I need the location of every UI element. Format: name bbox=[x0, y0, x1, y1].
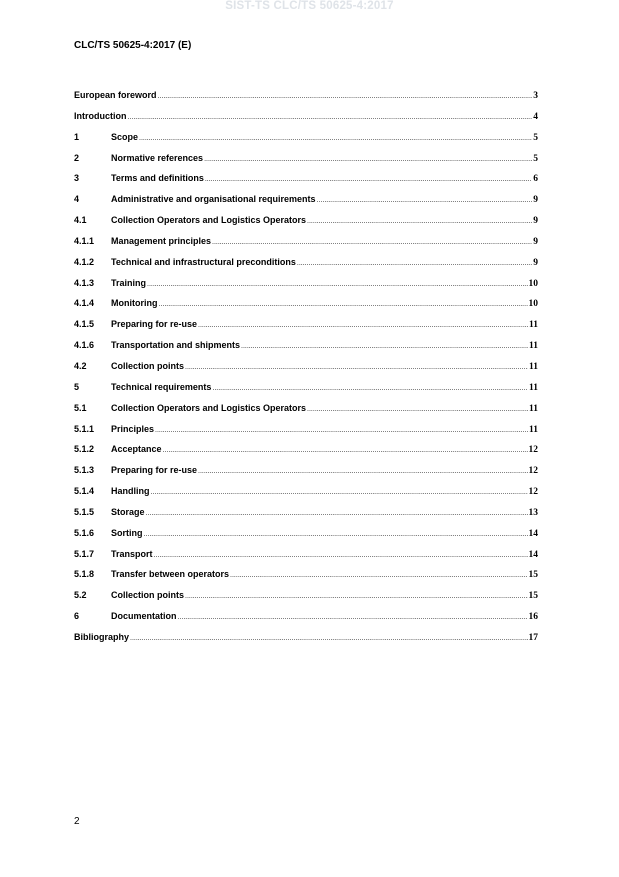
toc-entry[interactable] bbox=[74, 549, 538, 570]
toc-entry[interactable] bbox=[74, 424, 538, 445]
toc-entry-title: Preparing for re-use bbox=[111, 319, 198, 330]
toc-entry-number: 5 bbox=[74, 381, 80, 392]
toc-entry-page: 12 bbox=[528, 445, 538, 456]
toc-entry[interactable] bbox=[74, 444, 538, 465]
page-number: 2 bbox=[74, 816, 80, 827]
toc-entry-number: 5.1.7 bbox=[74, 548, 95, 559]
toc-entry-page: 10 bbox=[528, 278, 538, 289]
toc-dot-leader bbox=[212, 385, 528, 392]
toc-entry-number: 4.1.3 bbox=[74, 277, 95, 288]
toc-entry-title: Terms and definitions bbox=[111, 173, 204, 184]
toc-entry-title: European foreword bbox=[74, 90, 157, 100]
toc-entry-number: 4 bbox=[74, 194, 80, 205]
toc-entry[interactable] bbox=[74, 319, 538, 340]
toc-dot-leader bbox=[185, 593, 528, 600]
toc-dot-leader bbox=[144, 531, 528, 538]
toc-entry-number: 6 bbox=[74, 611, 80, 622]
toc-entry-title: Storage bbox=[111, 506, 145, 517]
toc-dot-leader bbox=[163, 447, 528, 454]
toc-entry-page: 4 bbox=[533, 111, 538, 122]
toc-entry-number: 5.1.8 bbox=[74, 569, 95, 580]
toc-entry-page: 9 bbox=[533, 195, 538, 206]
toc-entry-page: 5 bbox=[533, 153, 538, 164]
toc-entry-number: 4.2 bbox=[74, 360, 87, 371]
toc-entry[interactable] bbox=[74, 257, 538, 278]
toc-entry-title: Collection points bbox=[111, 590, 184, 601]
toc-entry[interactable] bbox=[74, 590, 538, 611]
toc-dot-leader bbox=[204, 156, 532, 163]
toc-entry-number: 5.1.5 bbox=[74, 506, 95, 517]
toc-entry[interactable] bbox=[74, 111, 538, 132]
toc-entry-number: 1 bbox=[74, 131, 80, 142]
toc-dot-leader bbox=[147, 281, 527, 288]
toc-entry[interactable] bbox=[74, 194, 538, 215]
toc-entry-page: 14 bbox=[528, 549, 538, 560]
toc-entry-page: 11 bbox=[529, 424, 538, 435]
toc-entry-title: Administrative and organisational requirements bbox=[111, 194, 316, 205]
toc-entry-page: 12 bbox=[528, 466, 538, 477]
toc-dot-leader bbox=[185, 364, 528, 371]
toc-entry[interactable] bbox=[74, 298, 538, 319]
toc-entry-number: 4.1 bbox=[74, 215, 87, 226]
toc-entry-number: 4.1.2 bbox=[74, 256, 95, 267]
toc-entry-title: Principles bbox=[111, 423, 155, 434]
toc-entry-number: 5.1.3 bbox=[74, 465, 95, 476]
toc-entry-page: 9 bbox=[533, 257, 538, 268]
toc-entry-title: Collection Operators and Logistics Operators bbox=[111, 215, 307, 226]
toc-entry-number: 4.1.4 bbox=[74, 298, 95, 309]
toc-entry-page: 14 bbox=[528, 528, 538, 539]
toc-entry-number: 4.1.5 bbox=[74, 319, 95, 330]
toc-dot-leader bbox=[317, 197, 533, 204]
toc-dot-leader bbox=[159, 301, 528, 308]
toc-entry-page: 17 bbox=[528, 632, 538, 643]
toc-entry-page: 11 bbox=[529, 320, 538, 331]
toc-dot-leader bbox=[198, 322, 528, 329]
toc-entry-page: 15 bbox=[528, 591, 538, 602]
toc-entry[interactable] bbox=[74, 340, 538, 361]
toc-entry-title: Preparing for re-use bbox=[111, 465, 198, 476]
toc-dot-leader bbox=[297, 260, 532, 267]
toc-entry-title: Acceptance bbox=[111, 444, 162, 455]
toc-entry-number: 3 bbox=[74, 173, 80, 184]
toc-entry-title: Sorting bbox=[111, 527, 143, 538]
toc-entry-number: 5.1.4 bbox=[74, 486, 95, 497]
toc-entry-page: 11 bbox=[529, 382, 538, 393]
toc-dot-leader bbox=[241, 343, 528, 350]
toc-entry-title: Documentation bbox=[111, 611, 177, 622]
toc-dot-leader bbox=[198, 468, 527, 475]
toc-entry-title: Technical requirements bbox=[111, 381, 212, 392]
toc-entry[interactable] bbox=[74, 507, 538, 528]
toc-entry-title: Collection points bbox=[111, 360, 184, 371]
toc-entry[interactable] bbox=[74, 153, 538, 174]
toc-entry-title: Transfer between operators bbox=[111, 569, 230, 580]
toc-entry[interactable] bbox=[74, 90, 538, 111]
toc-entry-title: Normative references bbox=[111, 152, 204, 163]
toc-entry-number: 4.1.1 bbox=[74, 235, 95, 246]
toc-entry-page: 9 bbox=[533, 216, 538, 227]
toc-entry-page: 5 bbox=[533, 132, 538, 143]
toc-dot-leader bbox=[230, 572, 527, 579]
toc-entry-number: 5.1.6 bbox=[74, 527, 95, 538]
toc-entry-page: 9 bbox=[533, 236, 538, 247]
toc-entry[interactable] bbox=[74, 173, 538, 194]
toc-dot-leader bbox=[178, 614, 528, 621]
toc-entry[interactable] bbox=[74, 278, 538, 299]
toc-dot-leader bbox=[151, 489, 528, 496]
toc-dot-leader bbox=[128, 114, 533, 121]
watermark-text: SIST-TS CLC/TS 50625-4:2017 bbox=[225, 0, 394, 12]
toc-entry-page: 11 bbox=[529, 403, 538, 414]
toc-dot-leader bbox=[205, 176, 532, 183]
toc-dot-leader bbox=[130, 635, 527, 642]
toc-entry-title: Handling bbox=[111, 486, 150, 497]
toc-entry-title: Scope bbox=[111, 131, 139, 142]
toc-dot-leader bbox=[307, 218, 532, 225]
toc-entry-page: 13 bbox=[528, 507, 538, 518]
toc-entry-title: Technical and infrastructural preconditions bbox=[111, 256, 296, 267]
toc-entry-title: Transportation and shipments bbox=[111, 340, 241, 351]
toc-entry-title: Monitoring bbox=[111, 298, 158, 309]
toc-entry-title: Transport bbox=[111, 548, 153, 559]
document-header: CLC/TS 50625-4:2017 (E) bbox=[74, 40, 192, 51]
toc-entry-page: 15 bbox=[528, 570, 538, 581]
toc-entry-page: 11 bbox=[529, 341, 538, 352]
toc-entry-number: 5.1.2 bbox=[74, 444, 95, 455]
toc-dot-leader bbox=[139, 135, 532, 142]
toc-dot-leader bbox=[154, 552, 528, 559]
toc-entry[interactable] bbox=[74, 236, 538, 257]
toc-dot-leader bbox=[146, 510, 528, 517]
toc-entry[interactable] bbox=[74, 632, 538, 653]
toc-entry[interactable] bbox=[74, 403, 538, 424]
toc-entry-page: 11 bbox=[529, 361, 538, 372]
toc-entry-title: Introduction bbox=[74, 110, 127, 121]
toc-entry-page: 10 bbox=[528, 299, 538, 310]
toc-entry-number: 4.1.6 bbox=[74, 340, 95, 351]
toc-entry-number: 5.2 bbox=[74, 590, 87, 601]
toc-entry-page: 12 bbox=[528, 487, 538, 498]
toc-entry-title: Management principles bbox=[111, 235, 212, 246]
toc-entry[interactable] bbox=[74, 611, 538, 632]
toc-entry[interactable] bbox=[74, 528, 538, 549]
toc-entry-title: Collection Operators and Logistics Operators bbox=[111, 402, 307, 413]
toc-entry-title: Training bbox=[111, 277, 147, 288]
toc-entry[interactable] bbox=[74, 465, 538, 486]
toc-entry[interactable] bbox=[74, 382, 538, 403]
table-of-contents bbox=[74, 90, 538, 653]
toc-entry-page: 6 bbox=[533, 174, 538, 185]
toc-entry-title: Bibliography bbox=[74, 631, 130, 642]
toc-dot-leader bbox=[158, 93, 533, 100]
toc-dot-leader bbox=[212, 239, 532, 246]
toc-dot-leader bbox=[155, 427, 528, 434]
toc-entry-page: 16 bbox=[528, 612, 538, 623]
toc-entry[interactable] bbox=[74, 215, 538, 236]
toc-entry-number: 2 bbox=[74, 152, 80, 163]
toc-dot-leader bbox=[307, 406, 528, 413]
toc-entry[interactable] bbox=[74, 361, 538, 382]
toc-entry-number: 5.1 bbox=[74, 402, 87, 413]
toc-entry[interactable] bbox=[74, 132, 538, 153]
toc-entry-page: 3 bbox=[533, 91, 538, 101]
toc-entry-number: 5.1.1 bbox=[74, 423, 95, 434]
toc-entry[interactable] bbox=[74, 486, 538, 507]
toc-entry[interactable] bbox=[74, 569, 538, 590]
